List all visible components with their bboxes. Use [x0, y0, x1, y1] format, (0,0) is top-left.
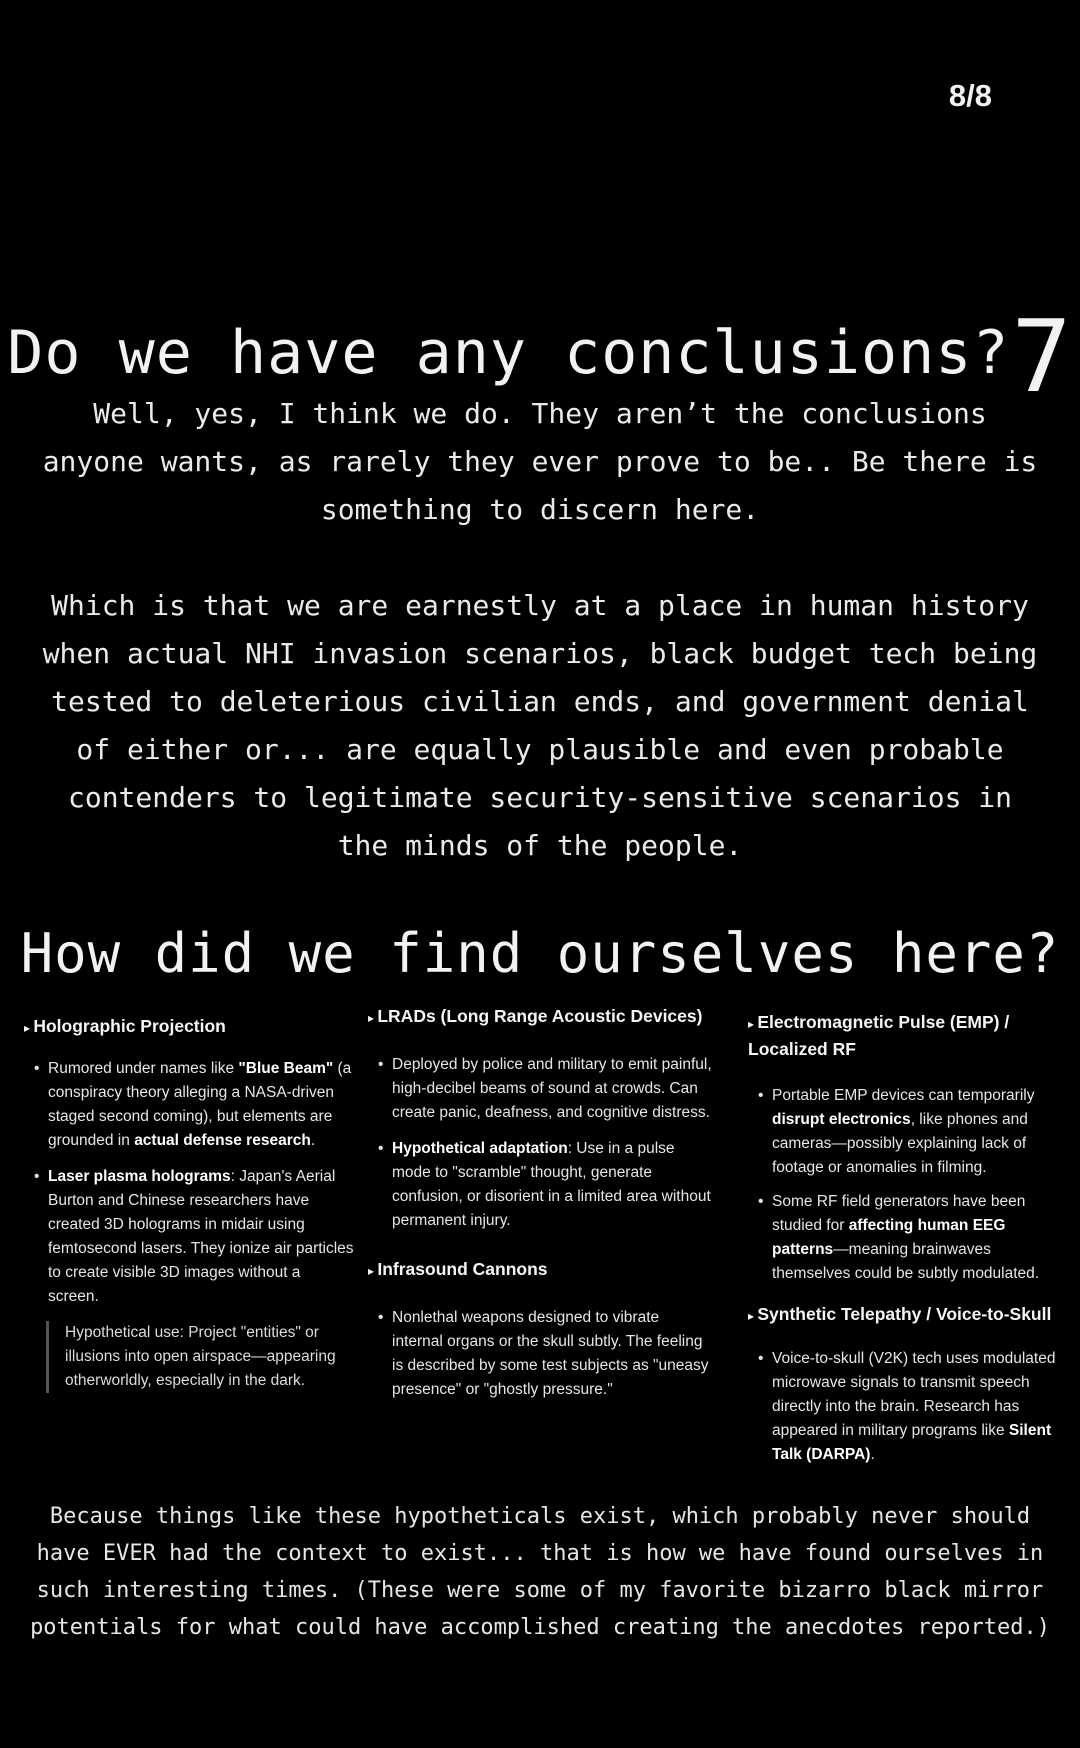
- hypothetical-quote: Hypothetical use: Project "entities" or illusions into open airspace—appearing otherworldly, especially in the dark.: [46, 1321, 354, 1393]
- lrad-heading: ▸ LRADs (Long Range Acoustic Devices): [368, 1004, 713, 1031]
- list-item: • Hypothetical adaptation: Use in a pulse mode to "scramble" thought, generate confusion, or disorient in a limited area without permanent injury.: [380, 1137, 713, 1233]
- page-counter: 8/8: [948, 78, 992, 113]
- column-emp: [748, 1010, 1066, 1467]
- telepathy-heading: ▸ Synthetic Telepathy / Voice-to-Skull: [748, 1302, 1066, 1329]
- list-item: • Rumored under names like "Blue Beam" (a conspiracy theory alleging a NASA-driven staged second coming), but elements are grounded in actual defense research.: [36, 1057, 354, 1153]
- column-holographic: [24, 1014, 354, 1393]
- conclusion-paragraph: Which is that we are earnestly at a place in human history when actual NHI invasion scenarios, black budget tech being tested to deleterious civilian ends, and government denial of either or... are equally plausible and even probable contenders to legitimate security-sensitive scenarios in the minds of the people.: [42, 589, 1038, 862]
- list-item: • Laser plasma holograms: Japan's Aerial Burton and Chinese researchers have created 3D holograms in midair using femtosecond lasers. They ionize air particles to create visible 3D images without a screen.: [36, 1165, 354, 1309]
- list-item: • Portable EMP devices can temporarily disrupt electronics, like phones and cameras—possibly explaining lack of footage or anomalies in filming.: [760, 1084, 1066, 1180]
- list-item: • Nonlethal weapons designed to vibrate internal organs or the skull subtly. The feeling is described by some test subjects as "uneasy presence" or "ghostly pressure.": [380, 1306, 713, 1402]
- emp-heading: ▸ Electromagnetic Pulse (EMP) / Localized RF: [748, 1010, 1066, 1062]
- list-item: • Deployed by police and military to emit painful, high-decibel beams of sound at crowds. Can create panic, deafness, and cognitive distress.: [380, 1053, 713, 1125]
- infrasound-heading: ▸ Infrasound Cannons: [368, 1257, 713, 1284]
- holographic-heading: ▸ Holographic Projection: [24, 1014, 354, 1041]
- list-item: • Some RF field generators have been studied for affecting human EEG patterns—meaning brainwaves themselves could be subtly modulated.: [760, 1190, 1066, 1286]
- conclusions-heading-text: Do we have any conclusions?: [7, 318, 1010, 388]
- handwritten-mark: 7: [1011, 298, 1073, 415]
- list-item: • Voice-to-skull (V2K) tech uses modulated microwave signals to transmit speech directly into the brain. Research has appeared in military programs like Silent Talk (DARPA).: [760, 1347, 1066, 1467]
- outro-paragraph: Because things like these hypotheticals exist, which probably never should have EVER had the context to exist... that is how we have found ourselves in such interesting times. (These were some of my favorite bizarro black mirror potentials for what could have accomplished creating the anecdotes reported.): [30, 1504, 1050, 1640]
- column-lrad: [368, 1004, 713, 1402]
- conclusions-heading: [0, 280, 1080, 415]
- intro-paragraph: Well, yes, I think we do. They aren’t the conclusions anyone wants, as rarely they ever prove to be.. Be there is something to discern here.: [42, 397, 1038, 526]
- how-heading: How did we find ourselves here?: [20, 922, 1060, 985]
